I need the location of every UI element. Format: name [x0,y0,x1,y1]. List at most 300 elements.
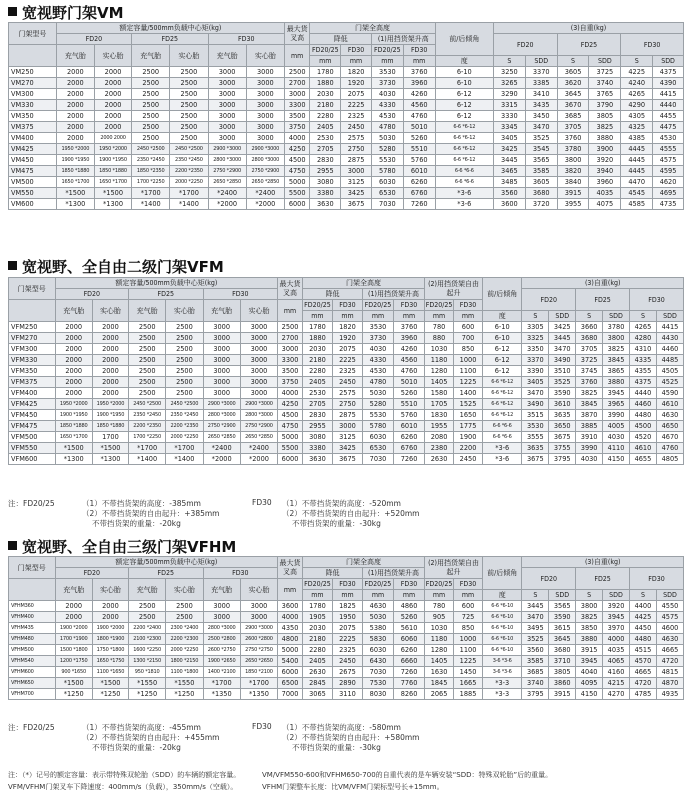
value-cell: 6-12 [483,366,522,377]
value-cell: 4760 [394,366,425,377]
value-cell: 2000 *2250 [166,432,203,443]
model-cell: VM330 [9,100,57,111]
value-cell: 6-12 [435,89,493,100]
value-cell: 2000 [56,111,94,122]
value-cell: 6-6 *6-12 [483,388,522,399]
value-cell: 2000 [56,100,94,111]
value-cell: 3945 [603,612,630,623]
note-fd30-height: （1）不带挡货架的高度：-580mm [282,723,401,732]
value-cell: 4000 [603,634,630,645]
value-cell: 1180 [425,355,454,366]
value-cell: 2000 [55,388,92,399]
value-cell: 3290 [493,89,525,100]
value-cell: 2955 [310,166,341,177]
value-cell: 4530 [371,111,403,122]
value-cell: 1450 [454,667,483,678]
value-cell: 3445 [549,333,576,344]
value-cell: 3880 [589,133,621,144]
value-cell: 5030 [371,133,403,144]
model-cell: VFM270 [9,333,56,344]
value-cell: 4500 [284,155,309,166]
value-cell: 3960 [589,177,621,188]
value-cell: 7030 [362,454,393,465]
value-cell: 2500 [132,111,170,122]
value-cell: 2500 [129,601,166,612]
value-cell: 3000 [203,322,240,333]
hdr-blank [9,579,56,601]
value-cell: 2000 [92,322,128,333]
value-cell: 3470 [525,122,557,133]
value-cell: 2000 [55,344,92,355]
value-cell: 4330 [371,100,403,111]
hdr-pneumatic: 充气胎 [56,45,94,67]
value-cell: 3000 [240,388,277,399]
value-cell: 1845 [425,678,454,689]
value-cell: 3425 [493,144,525,155]
col-mast-height: 门架全高度 [310,23,435,34]
value-cell: 3305 [522,322,549,333]
value-cell: 2450 [341,122,372,133]
hdr-fd30: FD30 [454,579,483,590]
hdr-solid: 实心胎 [92,579,128,601]
value-cell: 2630 [425,454,454,465]
value-cell: 3000 [246,133,284,144]
vfhm-spec-table [8,556,684,700]
model-cell: VFM350 [9,366,56,377]
value-cell: 3760 [557,133,589,144]
value-cell: *1350 [240,689,277,700]
value-cell: 3585 [522,656,549,667]
value-cell: 4030 [371,89,403,100]
value-cell: 6-12 [483,355,522,366]
value-cell: 1850 *1880 [94,166,131,177]
value-cell: 2350 *2450 [129,410,166,421]
col-mast-height: 门架全高度 [302,278,424,289]
model-cell: VFM250 [9,322,56,333]
value-cell: 2750 [341,144,372,155]
value-cell: 2450 [332,377,362,388]
table-row [9,601,684,612]
value-cell: 4560 [403,100,435,111]
value-cell: 3000 [284,89,309,100]
value-cell: 1905 [302,612,332,623]
value-cell: 3825 [576,388,603,399]
value-cell: 1700 *1900 [55,634,92,645]
value-cell: 2065 [425,689,454,700]
col-mast-height: 门架全高度 [302,557,424,568]
value-cell: 3945 [576,656,603,667]
value-cell: 4750 [284,166,309,177]
value-cell: 6-6 *6-10 [483,612,522,623]
value-cell: 2500 [170,100,208,111]
value-cell: 4005 [603,421,630,432]
hdr-s: S [629,311,656,322]
value-cell: 3530 [522,421,549,432]
hdr-solid: 实心胎 [240,579,277,601]
value-cell: 600 [454,322,483,333]
value-cell: 3560 [522,645,549,656]
hdr-fd2025: FD20/25 [425,580,453,588]
note-fd30-weight: 不带挡货架的重量：-30kg [292,519,381,528]
value-cell: 2350 *2450 [166,410,203,421]
value-cell: 4485 [656,355,683,366]
value-cell: 3385 [525,78,557,89]
model-cell: VM450 [9,155,57,166]
value-cell: 4555 [653,144,684,155]
value-cell: 3425 [332,443,362,454]
value-cell: 6-6 *6-10 [483,623,522,634]
value-cell: 2000 *2250 [170,177,208,188]
value-cell: 4150 [576,689,603,700]
value-cell: 4480 [629,634,656,645]
note-fd30-freelift: （2）不带挡货架的自由起升：+580mm [282,733,420,742]
value-cell: 725 [454,612,483,623]
bullet-square-icon [8,541,17,550]
value-cell: 3350 [522,344,549,355]
value-cell: 2000 *2250 [166,645,203,656]
hdr-w-fd20: FD20 [493,34,557,56]
value-cell: 1225 [454,656,483,667]
value-cell: 7030 [371,199,403,210]
table-row [9,177,684,188]
value-cell: 3500 [278,366,303,377]
value-cell: 2700 [284,78,309,89]
table-row [9,623,684,634]
value-cell: 3000 [246,67,284,78]
value-cell: 2380 [425,443,454,454]
value-cell: 1920 [341,78,372,89]
value-cell: 3-6 *3-6 [483,667,522,678]
table-row [9,656,684,667]
value-cell: 4040 [576,667,603,678]
note-fd30-label: FD30 [252,722,272,731]
value-cell: 5000 [278,645,303,656]
col-tilt: 前/后倾角 [483,278,522,311]
value-cell: 1900 *2000 [92,623,128,634]
hdr-fd25: FD25 [129,289,204,300]
value-cell: 4030 [603,432,630,443]
value-cell: 6-6 *6-12 [435,122,493,133]
value-cell: 3820 [557,166,589,177]
value-cell: 4475 [653,122,684,133]
value-cell: 1600 *2250 [129,645,166,656]
value-cell: 3645 [549,634,576,645]
value-cell: 3380 [302,443,332,454]
value-cell: 1100 [454,366,483,377]
value-cell: 4400 [629,601,656,612]
value-cell: 3680 [576,333,603,344]
value-cell: 3525 [522,634,549,645]
value-cell: 1650 *1700 [56,177,94,188]
value-cell: 2500 [132,133,170,144]
value-cell: 5260 [403,133,435,144]
value-cell: 3065 [302,689,332,700]
value-cell: 1100 [454,645,483,656]
value-cell: 7000 [278,689,303,700]
value-cell: 2325 [332,645,362,656]
value-cell: *2000 [246,199,284,210]
value-cell: 3250 [493,67,525,78]
value-cell: 1900 *1950 [92,410,128,421]
value-cell: 3470 [522,612,549,623]
value-cell: 2000 [92,333,128,344]
value-cell: 3590 [549,612,576,623]
value-cell: 5760 [403,155,435,166]
note-fd2025-height: （1）不带挡货架的高度：-385mm [82,499,201,508]
value-cell: 2000 [92,388,128,399]
value-cell: 3825 [603,344,630,355]
value-cell: 5530 [362,410,393,421]
value-cell: 4415 [656,322,683,333]
hdr-s: S [522,590,549,601]
value-cell: 1850 *1880 [55,421,92,432]
hdr-fd30: FD30 [394,579,425,590]
value-cell: 3000 [203,388,240,399]
value-cell: 4030 [362,344,393,355]
value-cell: 3000 [240,355,277,366]
value-cell: 2700 [278,333,303,344]
value-cell: 3730 [362,333,393,344]
value-cell: 3380 [310,188,341,199]
value-cell: 1000 [454,634,483,645]
hdr-fd2025: FD20/25 [304,580,331,588]
value-cell: 1900 *2000 [55,623,92,634]
value-cell: 2530 [302,388,332,399]
value-cell: 3000 [246,122,284,133]
col-freelift: (2)用挡货架自由起升 [425,557,483,579]
value-cell: 4525 [656,377,683,388]
value-cell: *1700 [170,188,208,199]
value-cell: 1955 [425,421,454,432]
value-cell: 4445 [621,166,653,177]
value-cell: 3000 [203,377,240,388]
value-cell: 3000 [341,166,372,177]
note-fd30-height: （1）不带挡货架的高度：-520mm [282,499,401,508]
value-cell: 1000 [454,355,483,366]
value-cell: 2500 [166,612,203,623]
value-cell: 1030 [425,623,454,634]
value-cell: 2000 [55,355,92,366]
value-cell: 2325 [341,111,372,122]
hdr-lowered: 降低 [310,34,372,45]
value-cell: 6-6 *6-6 [483,432,522,443]
value-cell: 2000 [92,355,128,366]
value-cell: *1250 [92,689,128,700]
value-cell: 3590 [549,388,576,399]
value-cell: 5610 [394,623,425,634]
col-weight: (3)自重(kg) [522,278,684,289]
value-cell: 3450 [525,111,557,122]
value-cell: 4270 [603,689,630,700]
value-cell: 4470 [621,177,653,188]
value-cell: 3760 [394,322,425,333]
value-cell: 4425 [629,612,656,623]
col-maxlift: 最大货叉高 [284,23,309,45]
value-cell: 5280 [362,399,393,410]
col-rated: 额定容量/500mm负载中心矩(kg) [55,278,278,289]
value-cell: 3940 [589,166,621,177]
model-cell: VM500 [9,177,57,188]
value-cell: 5280 [371,144,403,155]
note-fd2025-height: （1）不带挡货架的高度：-455mm [82,723,201,732]
value-cell: 2500 [166,355,203,366]
value-cell: *1300 [56,199,94,210]
hdr-pneumatic: 充气胎 [129,300,166,322]
value-cell: *1350 [203,689,240,700]
value-cell: 4265 [621,89,653,100]
value-cell: 4560 [394,355,425,366]
hdr-lowered: 降低 [302,289,362,300]
hdr-mm: mm [341,56,372,67]
value-cell: 1100 *1800 [166,667,203,678]
value-cell: 3915 [549,689,576,700]
value-cell: 2500 [166,377,203,388]
value-cell: 3790 [589,100,621,111]
value-cell: *1500 [56,188,94,199]
value-cell: 3470 [522,388,549,399]
value-cell: 4505 [656,366,683,377]
value-cell: 2200 *2400 [129,623,166,634]
value-cell: 4575 [653,155,684,166]
value-cell: 2000 [55,612,92,623]
value-cell: 3425 [549,322,576,333]
value-cell: *2400 [208,188,246,199]
value-cell: *1400 [166,454,203,465]
value-cell: 5010 [403,122,435,133]
value-cell: 3000 [240,377,277,388]
value-cell: 4515 [629,645,656,656]
table-row [9,199,684,210]
value-cell: 6-6 *6-12 [483,410,522,421]
table-row [9,100,684,111]
hdr-s: S [621,56,653,67]
value-cell: 2000 [55,601,92,612]
model-cell: VFM330 [9,355,56,366]
value-cell: 1900 [454,432,483,443]
value-cell: 2500 [278,322,303,333]
value-cell: 3860 [549,678,576,689]
value-cell: 2030 [310,89,341,100]
value-cell: 3510 [549,366,576,377]
value-cell: 4385 [621,133,653,144]
col-weight: (3)自重(kg) [493,23,683,34]
value-cell: 5780 [371,166,403,177]
value-cell: 4800 [278,634,303,645]
value-cell: 3000 [240,612,277,623]
hdr-mm: mm [394,311,425,322]
value-cell: 3685 [522,667,549,678]
value-cell: 4310 [629,344,656,355]
value-cell: 2845 [302,678,332,689]
value-cell: 850 [454,344,483,355]
table-row [9,78,684,89]
hdr-mm: mm [371,56,403,67]
hdr-w-fd20: FD20 [522,289,576,311]
value-cell: 2500 [129,355,166,366]
value-cell: 7760 [394,678,425,689]
model-cell: VM270 [9,78,57,89]
value-cell: 3870 [576,410,603,421]
value-cell: 3000 [240,333,277,344]
value-cell: 1650 [454,410,483,421]
value-cell: 4585 [621,199,653,210]
value-cell: 2225 [341,100,372,111]
value-cell: 2450 *2500 [166,399,203,410]
value-cell: 3490 [549,355,576,366]
value-cell: 4750 [278,421,303,432]
value-cell: 3865 [603,366,630,377]
hdr-fd30: FD30 [203,568,278,579]
value-cell: 6-10 [483,322,522,333]
value-cell: 3635 [549,410,576,421]
hdr-mm: mm [362,590,393,601]
value-cell: 2000 [94,100,131,111]
value-cell: 4760 [403,111,435,122]
value-cell: 3645 [557,89,589,100]
value-cell: 3000 [246,111,284,122]
value-cell: 2750 *2900 [203,421,240,432]
value-cell: 5400 [278,656,303,667]
value-cell: 3675 [549,432,576,443]
value-cell: 2075 [332,344,362,355]
value-cell: 1950 *2000 [56,144,94,155]
value-cell: 8030 [362,689,393,700]
hdr-sdd: SDD [525,56,557,67]
table-row [9,612,684,623]
value-cell: 1950 *2000 [94,144,131,155]
model-cell: VFHM480 [9,634,56,645]
value-cell: 3990 [603,410,630,421]
value-cell: 3370 [522,355,549,366]
value-cell: 1800 *1900 [92,634,128,645]
value-cell: 2080 [425,432,454,443]
value-cell: 1850 *2100 [240,667,277,678]
value-cell: 3805 [589,111,621,122]
model-cell: VFM475 [9,421,56,432]
value-cell: 4695 [653,188,684,199]
value-cell: 3545 [525,144,557,155]
model-cell: VFHM360 [9,601,56,612]
value-cell: *1250 [129,689,166,700]
value-cell: 2800 *3000 [246,155,284,166]
value-cell: 2000 [94,67,131,78]
value-cell: 3325 [522,333,549,344]
value-cell: 850 [454,623,483,634]
value-cell: 6-6 *6-12 [483,399,522,410]
value-cell: 2000 [94,111,131,122]
value-cell: 3495 [522,623,549,634]
model-cell: VM300 [9,89,57,100]
value-cell: *1700 [132,188,170,199]
value-cell: 4000 [284,133,309,144]
value-cell: 3800 [576,601,603,612]
value-cell: 2225 [332,355,362,366]
value-cell: *1300 [55,454,92,465]
value-cell: 3615 [549,623,576,634]
value-cell: 4870 [656,678,683,689]
value-cell: 3635 [522,443,549,454]
value-cell: 1280 [425,645,454,656]
model-cell: VM425 [9,144,57,155]
value-cell: 3000 [246,78,284,89]
hdr-w-fd30: FD30 [621,34,684,56]
value-cell: 4630 [656,634,683,645]
note-fd30-freelift: （2）不带挡货架的自由起升：+520mm [282,509,420,518]
value-cell: 2650 *2850 [208,177,246,188]
hdr-mm: mm [425,590,454,601]
value-cell: 4500 [629,421,656,432]
value-cell: 3740 [522,678,549,689]
